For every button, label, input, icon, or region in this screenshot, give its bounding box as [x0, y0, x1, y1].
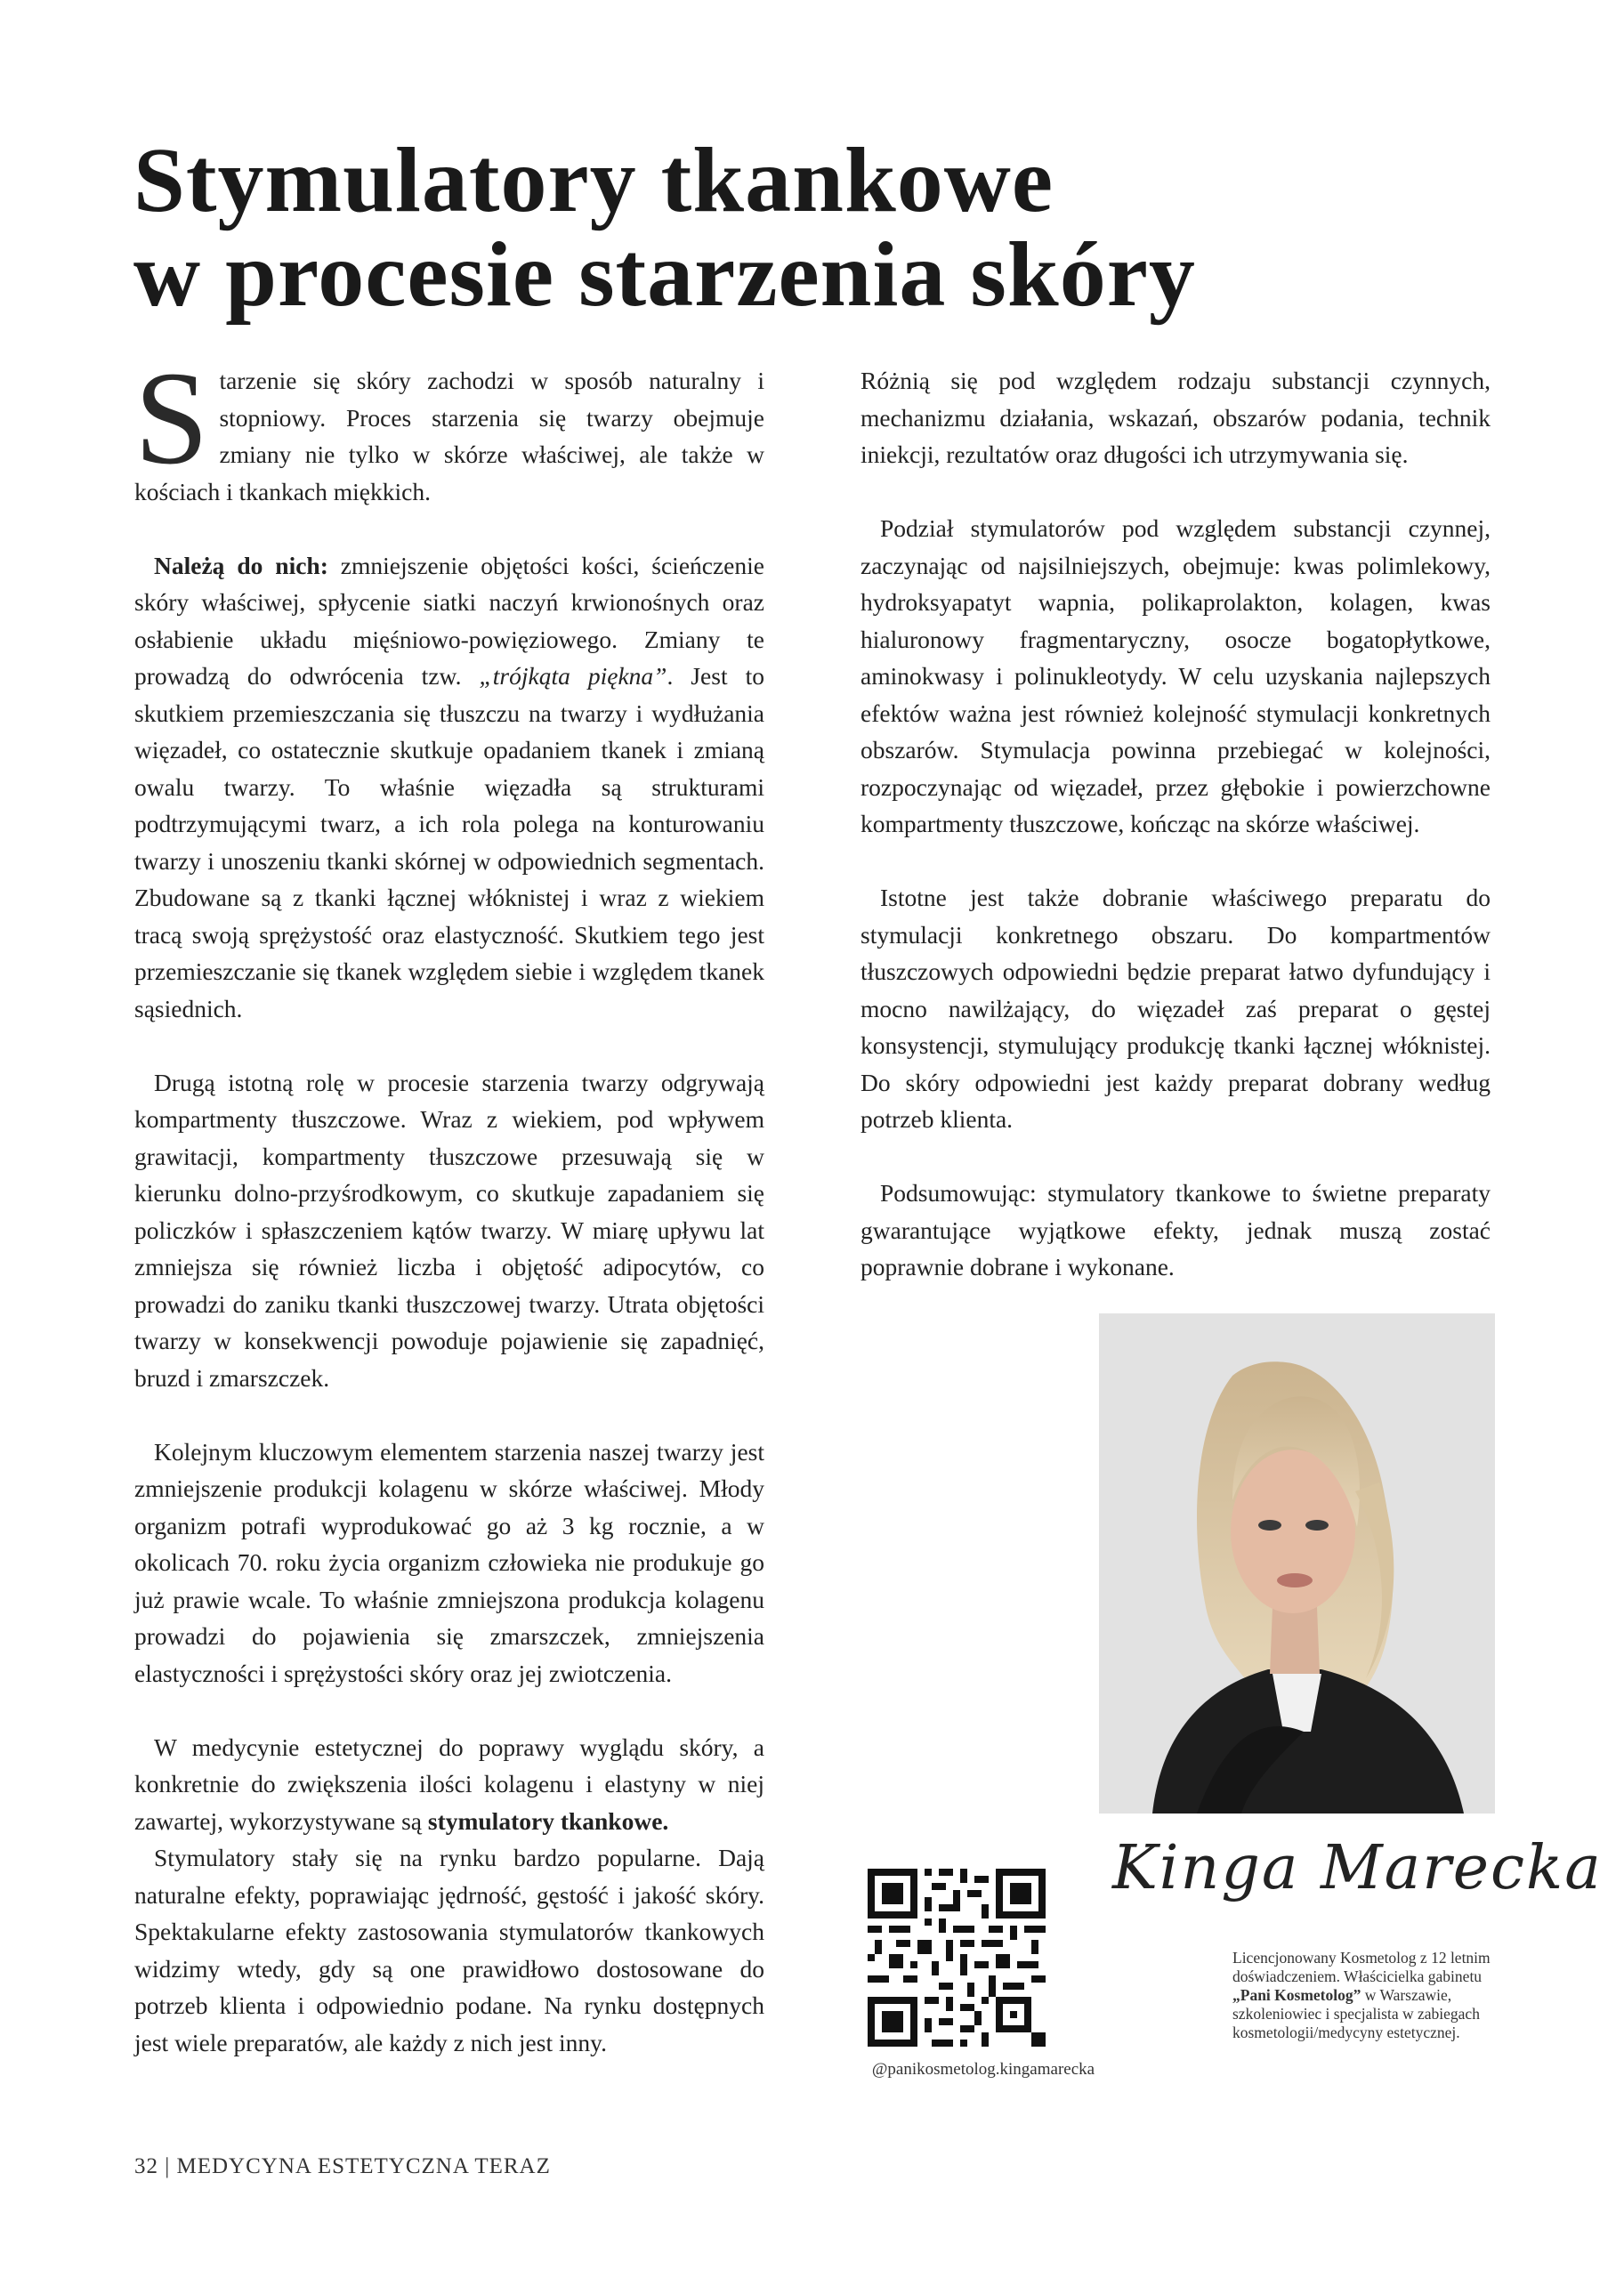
author-portrait-illustration — [1099, 1313, 1495, 1814]
causes-text-b: . Jest to skutkiem przemieszczania się tłuszczu na twarzy i wydłużania więzadeł, co ostatecznie skutkuje opadaniem tkanek i zmianą owalu twarzy. To właśnie więzadła są strukturami podtrzymującymi twarz, a ich rola polega na konturowaniu twarzy i unoszeniu tkanki skórnej w odpowiednich segmentach. Zbudowane są z tkanki łącznej włóknistej i wraz z wiekiem tracą swoją sprężystość oraz elastyczność. Skutkiem tego jest przemieszczanie się tkanek względem siebie i względem tkanek sąsiednich. — [134, 662, 764, 1022]
intro-text: tarzenie się skóry zachodzi w sposób naturalny i stopniowy. Proces starzenia się twarzy obejmuje zmiany nie tylko w skórze właściwej, ale także w kościach i tkankach miękkich. — [134, 367, 764, 505]
aesthetic-text: W medycynie estetycznej do poprawy wyglądu skóry, a konkretnie do zwiększenia ilości kolagenu i elastyny w niej zawartej, wykorzystywane są — [134, 1733, 764, 1835]
causes-emphasis: „trójkąta piękna” — [479, 662, 667, 690]
title-line-2: w procesie starzenia skóry — [133, 223, 1196, 326]
instagram-handle[interactable]: @panikosmetolog.kingamarecka — [871, 2060, 1095, 2079]
paragraph-stimulators-popular: Stymulatory stały się na rynku bardzo popularne. Dają naturalne efekty, poprawiając jędrność, gęstość i jakość skóry. Spektakularne efekty zastosowania stymulatorów tkankowych widzimy wtedy, gdy są one prawidłowo dostosowane do potrzeb klienta i odpowiednio podane. Na rynku dostępnych jest wiele preparatów, ale każdy z nich jest inny. — [134, 1844, 764, 2056]
qr-code[interactable] — [868, 1869, 1046, 2047]
causes-lead: Należą do nich: — [154, 551, 328, 579]
intro-paragraph — [134, 344, 764, 510]
paragraph-fat-compartments: Drugą istotną rolę w procesie starzenia twarzy odgrywają kompartmenty tłuszczowe. Wraz z wiekiem, pod wpływem grawitacji, kompartmenty tłuszczowe przesuwają się w kierunku dolno-przyśrodkowym, co skutkuje zapadaniem się policzków i spłaszczeniem kątów twarzy. W miarę upływu lat zmniejsza się również liczba i objętość adipocytów, co prowadzi do zaniku tkanki tłuszczowej twarzy. Utrata objętości twarzy w konsekwencji powoduje pojawienie się zapadnięć, bruzd i zmarszczek. — [134, 1068, 764, 1392]
paragraph-summary: Podsumowując: stymulatory tkankowe to świetne preparaty gwarantujące wyjątkowe efekty, jednak muszą zostać poprawnie dobrane i wykonane. — [860, 1179, 1491, 1280]
paragraph-product-selection: Istotne jest także dobranie właściwego preparatu do stymulacji konkretnego obszaru. Do kompartmentów tłuszczowych odpowiedni będzie preparat łatwo dyfundujący i mocno nawilżający, do więzadeł zaś preparat o gęstej konsystencji, stymulujący produkcję tkanki łącznej włóknistej. Do skóry odpowiedni jest każdy preparat dobrany według potrzeb klienta. — [860, 884, 1491, 1133]
left-column — [134, 344, 764, 2061]
paragraph-differences: Różnią się pod względem rodzaju substancji czynnych, mechanizmu działania, wskazań, obszarów podania, technik iniekcji, rezultatów oraz długości ich utrzymywania się. — [860, 367, 1491, 468]
qr-code-graphic — [868, 1869, 1046, 2047]
dropcap: S — [134, 344, 209, 492]
author-signature: Kinga Marecka — [1112, 1833, 1603, 1903]
page-footer: 32 | MEDYCYNA ESTETYCZNA TERAZ — [134, 2154, 551, 2178]
aesthetic-bold: stymulatory tkankowe. — [427, 1806, 669, 1835]
causes-text-a: zmniejszenie objętości kości, ścieńczenie skóry właściwej, spłycenie siatki naczyń krwionośnych oraz osłabienie układu mięśniowo-powięziowego. Zmiany te prowadzą do odwrócenia tzw. — [134, 551, 764, 690]
right-column — [860, 362, 1491, 1286]
paragraph-collagen: Kolejnym kluczowym elementem starzenia naszej twarzy jest zmniejszenie produkcji kolagenu w skórze właściwej. Młody organizm potrafi wyprodukować go aż 3 kg rocznie, a w okolicach 70. roku życia organizm człowieka nie produkuje go już prawie wcale. To właśnie zmniejszona produkcja kolagenu prowadzi do pojawienia się zmarszczek, zmniejszenia elastyczności i sprężystości skóry oraz jej zwiotczenia. — [134, 1437, 764, 1687]
paragraph-classification: Podział stymulatorów pod względem substancji czynnej, zaczynając od najsilniejszych, obejmuje: kwas polimlekowy, hydroksyapatyt wapnia, polikaprolakton, kolagen, kwas hialuronowy fragmentaryczny, osocze bogatopłytkowe, aminokwasy i polinukleotydy. W celu uzyskania najlepszych efektów ważna jest również kolejność stymulacji konkretnych obszarów. Stymulacja powinna przebiegać w kolejności, rozpoczynając od więzadeł, przez głębokie i powierzchowne kompartmenty tłuszczowe, kończąc na skórze właściwej. — [860, 514, 1491, 837]
bio-text-a: Licencjonowany Kosmetolog z 12 letnim doświadczeniem. Właścicielka gabinetu — [1232, 1949, 1491, 1985]
paragraph-causes — [134, 547, 764, 1028]
bio-text-b: w Warszawie, szkoleniowiec i specjalista w zabiegach kosmetologii/medycyny estetycznej. — [1232, 1986, 1480, 2041]
title-line-1: Stymulatory tkankowe — [133, 129, 1054, 231]
author-bio — [1232, 1949, 1501, 2042]
bio-salon-name: „Pani Kosmetolog” — [1232, 1986, 1361, 2004]
author-photo — [1099, 1313, 1495, 1814]
article-title — [133, 129, 1513, 326]
paragraph-aesthetic-medicine — [134, 1729, 764, 1840]
